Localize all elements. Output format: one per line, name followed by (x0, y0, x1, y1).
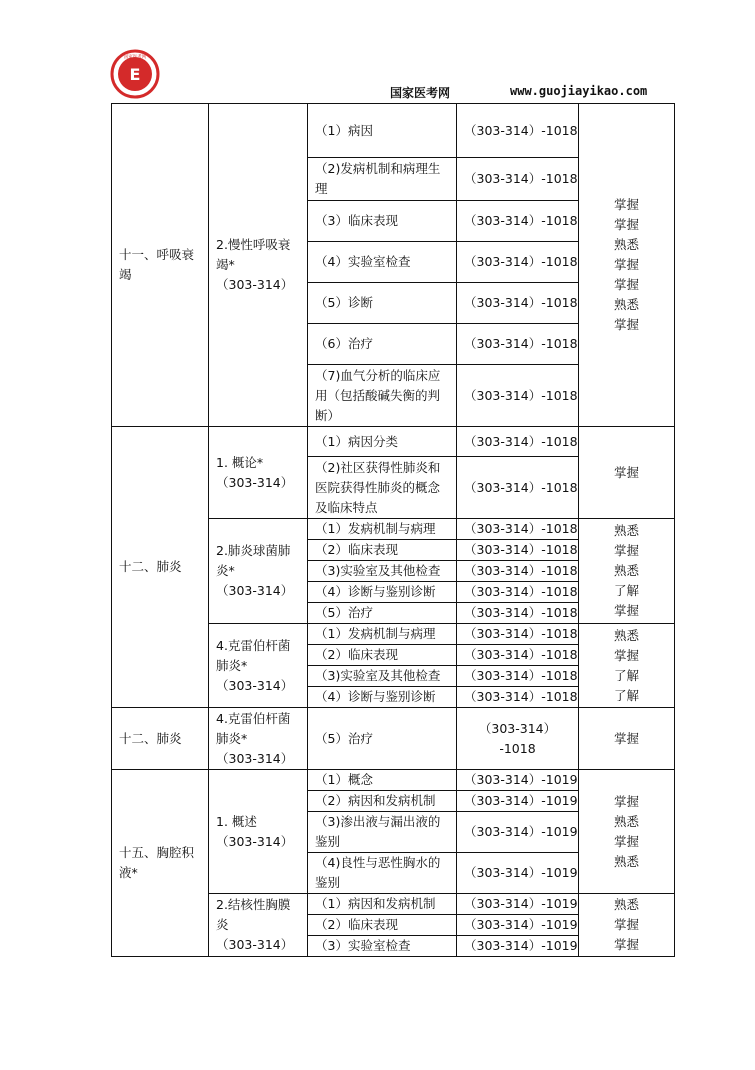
item-cell: （2）病因和发病机制 (308, 791, 457, 812)
site-logo (110, 49, 160, 99)
item-cell: （3)实验室及其他检查 (308, 666, 457, 687)
item-cell: （1）病因 (308, 104, 457, 158)
site-name: 国家医考网 (390, 86, 451, 100)
code-cell: （303-314）-1019 (457, 915, 579, 936)
svg-text:E: E (129, 65, 141, 84)
requirement-text: 掌握 (613, 277, 639, 292)
requirement-text: 掌握 (613, 217, 639, 232)
item-cell: （2）临床表现 (308, 645, 457, 666)
requirement-text: 熟悉 (613, 237, 639, 252)
code-cell: （303-314）-1019 (457, 936, 579, 957)
item-cell: （5）治疗 (308, 708, 457, 770)
item-cell: （7)血气分析的临床应用（包括酸碱失衡的判断） (308, 365, 457, 427)
code-cell: （303-314）-1018 (457, 561, 579, 582)
topic-cell (209, 894, 308, 957)
requirement-text: 熟悉 (613, 563, 639, 578)
item-cell: （5）治疗 (308, 603, 457, 624)
logo-text: 国家医考网 (123, 55, 147, 60)
requirement-text: 掌握 (613, 317, 639, 332)
code-cell: （303-314）-1018 (457, 158, 579, 201)
requirement-text: 熟悉 (613, 523, 639, 538)
code-text: （303-314） -1018 (478, 720, 557, 756)
code-cell: （303-314）-1018 (457, 603, 579, 624)
requirement-text: 熟悉 (613, 813, 639, 829)
item-cell: （2)社区获得性肺炎和医院获得性肺炎的概念及临床特点 (308, 457, 457, 519)
topic-cell (209, 427, 308, 519)
item-cell: （1）概念 (308, 770, 457, 791)
table-row (112, 104, 675, 158)
table-row (112, 708, 675, 770)
requirement-cell: 掌握 (579, 708, 675, 770)
requirement-text: 掌握 (613, 197, 639, 212)
requirement-text: 熟悉 (613, 897, 639, 912)
item-cell: （4)良性与恶性胸水的鉴别 (308, 853, 457, 894)
requirement-cell (579, 770, 675, 894)
item-cell: （1）发病机制与病理 (308, 519, 457, 540)
code-cell: （303-314）-1018 (457, 519, 579, 540)
topic-text: 2.肺炎球菌肺炎* （303-314） (216, 543, 294, 598)
code-cell: （303-314）-1019 (457, 812, 579, 853)
item-cell: （3)渗出液与漏出液的鉴别 (308, 812, 457, 853)
item-cell: （2）临床表现 (308, 915, 457, 936)
topic-text: 4.克雷伯杆菌肺炎* （303-314） (216, 637, 294, 693)
code-cell: （303-314）-1018 (457, 427, 579, 457)
requirement-text: 掌握 (613, 543, 639, 558)
code-cell: （303-314）-1018 (457, 540, 579, 561)
item-cell: （4）实验室检查 (308, 242, 457, 283)
code-cell: （303-314）-1018 (457, 201, 579, 242)
item-cell: （1）病因分类 (308, 427, 457, 457)
unit-cell: 十二、肺炎 (112, 708, 209, 770)
item-cell: （1）发病机制与病理 (308, 624, 457, 645)
code-cell: （303-314）-1018 (457, 582, 579, 603)
syllabus-table (111, 103, 675, 957)
table-row (112, 770, 675, 791)
topic-cell (209, 519, 308, 624)
topic-text: 2.结核性胸膜炎 （303-314） (216, 897, 294, 952)
table-row (112, 427, 675, 457)
item-cell: （3）实验室检查 (308, 936, 457, 957)
unit-cell: 十二、肺炎 (112, 427, 209, 708)
requirement-text: 掌握 (613, 603, 639, 618)
requirement-text: 熟悉 (613, 853, 639, 869)
item-cell: （3）临床表现 (308, 201, 457, 242)
code-cell: （303-314）-1019 (457, 894, 579, 915)
code-cell: （303-314）-1018 (457, 645, 579, 666)
requirement-cell (579, 894, 675, 957)
topic-cell (209, 624, 308, 708)
requirement-cell (579, 519, 675, 624)
code-cell: （303-314）-1019 (457, 791, 579, 812)
code-cell: （303-314）-1018 (457, 666, 579, 687)
requirement-text: 掌握 (613, 257, 639, 272)
requirement-text: 掌握 (613, 937, 639, 952)
code-cell: （303-314）-1019 (457, 770, 579, 791)
item-cell: （4）诊断与鉴别诊断 (308, 582, 457, 603)
code-cell: （303-314）-1018 (457, 324, 579, 365)
requirement-text: 了解 (613, 667, 639, 683)
requirement-text: 了解 (613, 583, 639, 598)
code-cell: （303-314）-1018 (457, 457, 579, 519)
topic-text: 4.克雷伯杆菌肺炎* （303-314） (216, 710, 294, 766)
site-url: www.guojiayikao.com (510, 84, 648, 98)
requirement-text: 掌握 (613, 917, 639, 932)
item-cell: （2)发病机制和病理生理 (308, 158, 457, 201)
code-cell: （303-314）-1018 (457, 365, 579, 427)
item-cell: （4）诊断与鉴别诊断 (308, 687, 457, 708)
item-cell: （5）诊断 (308, 283, 457, 324)
code-cell: （303-314）-1018 (457, 283, 579, 324)
code-cell: （303-314）-1018 (457, 242, 579, 283)
item-cell: （6）治疗 (308, 324, 457, 365)
code-cell (457, 708, 579, 770)
unit-cell: 十一、呼吸衰竭 (112, 104, 209, 427)
requirement-text: 掌握 (613, 833, 639, 849)
item-cell: （2）临床表现 (308, 540, 457, 561)
requirement-text: 熟悉 (613, 297, 639, 312)
topic-cell (209, 708, 308, 770)
unit-cell: 十五、胸腔积液* (112, 770, 209, 957)
topic-cell (209, 104, 308, 427)
topic-text: 1. 概述 （303-314） (216, 813, 294, 849)
code-cell: （303-314）-1019 (457, 853, 579, 894)
requirement-text: 了解 (613, 687, 639, 703)
requirement-cell (579, 624, 675, 708)
requirement-text: 掌握 (613, 647, 639, 663)
topic-text: 2.慢性呼吸衰竭* （303-314） (216, 237, 294, 292)
requirement-text: 掌握 (613, 793, 639, 809)
topic-cell (209, 770, 308, 894)
code-cell: （303-314）-1018 (457, 104, 579, 158)
requirement-text: 熟悉 (613, 627, 639, 643)
code-cell: （303-314）-1018 (457, 624, 579, 645)
item-cell: （3)实验室及其他检查 (308, 561, 457, 582)
item-cell: （1）病因和发病机制 (308, 894, 457, 915)
code-cell: （303-314）-1018 (457, 687, 579, 708)
requirement-cell (579, 104, 675, 427)
requirement-cell: 掌握 (579, 427, 675, 519)
topic-text: 1. 概论* （303-314） (216, 454, 294, 490)
